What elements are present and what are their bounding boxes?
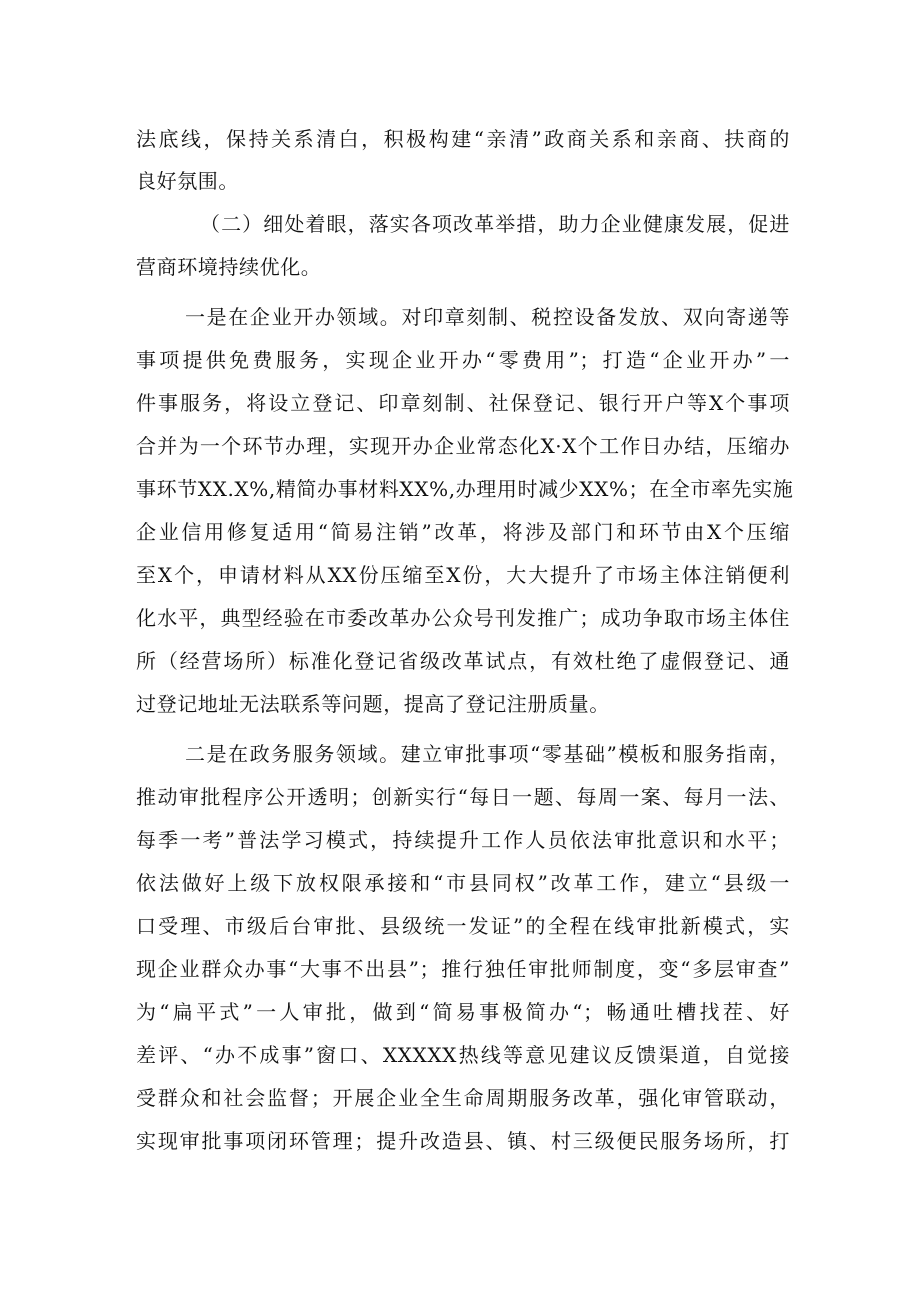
text-line: 现企业群众办事“大事不出县”；推行独任审批师制度，变“多层审查” <box>136 957 790 981</box>
text-line: 差评、“办不成事”窗口、XXXXX热线等意见建议反馈渠道，自觉接 <box>136 1043 790 1067</box>
text-line: 推动审批程序公开透明；创新实行“每日一题、每周一案、每月一法、 <box>136 785 790 809</box>
section-heading-line: 营商环境持续优化。 <box>136 255 322 279</box>
section-heading-line: （二）细处着眼，落实各项改革举措，助力企业健康发展，促进 <box>200 212 790 236</box>
text-line: 所（经营场所）标准化登记省级改革试点，有效杜绝了虚假登记、通 <box>136 649 790 673</box>
text-line: 依法做好上级下放权限承接和“市县同权”改革工作，建立“县级一 <box>136 871 790 895</box>
text-line: 实现审批事项闭环管理；提升改造县、镇、村三级便民服务场所，打 <box>136 1129 790 1153</box>
text-line: 良好氛围。 <box>136 169 239 193</box>
text-line: 一是在企业开办领域。对印章刻制、税控设备发放、双向寄递等 <box>185 305 790 329</box>
text-line: 件事服务，将设立登记、印章刻制、社保登记、银行开户等X个事项 <box>136 391 790 415</box>
text-line: 至X个，申请材料从XX份压缩至X份，大大提升了市场主体注销便利 <box>136 563 790 587</box>
text-line: 法底线，保持关系清白，积极构建“亲清”政商关系和亲商、扶商的 <box>136 127 790 151</box>
text-line: 口受理、市级后台审批、县级统一发证”的全程在线审批新模式，实 <box>136 914 790 938</box>
text-line: 每季一考”普法学习模式，持续提升工作人员依法审批意识和水平； <box>136 828 790 852</box>
text-line: 过登记地址无法联系等问题，提高了登记注册质量。 <box>136 692 610 716</box>
text-line: 为“扁平式”一人审批，做到“简易事极简办“；畅通吐槽找茬、好 <box>136 1000 790 1024</box>
text-line: 化水平，典型经验在市委改革办公众号刊发推广；成功争取市场主体住 <box>136 606 790 630</box>
text-line: 受群众和社会监督；开展企业全生命周期服务改革，强化审管联动， <box>136 1086 790 1110</box>
text-line: 事项提供免费服务，实现企业开办“零费用”；打造“企业开办”一 <box>136 348 790 372</box>
text-line: 企业信用修复适用“简易注销”改革，将涉及部门和环节由X个压缩 <box>136 520 790 544</box>
text-line: 合并为一个环节办理，实现开办企业常态化X·X个工作日办结，压缩办 <box>136 434 790 458</box>
text-line: 事环节XX.X%,精简办事材料XX%,办理用时减少XX%；在全市率先实施 <box>136 477 794 501</box>
text-line: 二是在政务服务领域。建立审批事项“零基础”模板和服务指南， <box>185 742 790 766</box>
